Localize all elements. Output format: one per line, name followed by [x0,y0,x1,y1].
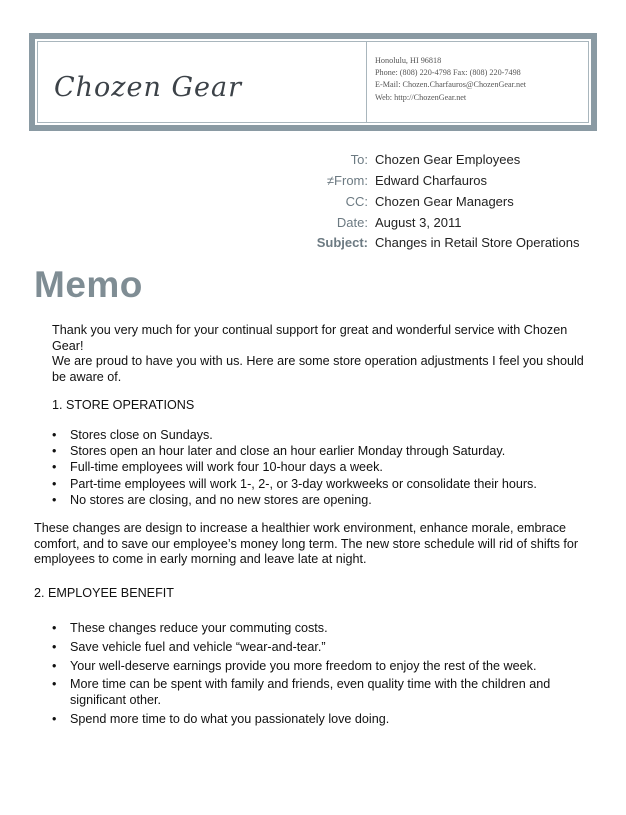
bullet-icon: • [52,460,57,475]
bullet-icon: • [52,476,57,491]
bullet-icon: • [52,677,57,692]
intro-line: Gear! [52,338,84,353]
to-value: Chozen Gear Employees [375,152,521,167]
list-item: • Stores close on Sundays. [52,428,213,442]
section1-title: 1. STORE OPERATIONS [52,398,195,412]
section2-title: 2. EMPLOYEE BENEFIT [34,586,174,600]
header-date-row [0,213,626,233]
company-logo-text: Chozen Gear [54,72,243,103]
paragraph-line: These changes are design to increase a healthier work environment, enhance morale, embrace [34,521,567,535]
contact-address: Honolulu, HI 96818 [375,56,442,65]
list-item: • More time can be spent with family and friends, even quality time with the children and [52,677,551,692]
header-subject-row [0,233,626,253]
header-cc-row [0,192,626,212]
list-item: • Part-time employees will work 1-, 2-, or 3-day workweeks or consolidate their hours. [52,476,537,491]
bullet-icon: • [52,711,57,726]
to-label: To: [350,152,368,167]
bullet-icon: • [52,428,57,442]
date-value: August 3, 2011 [375,215,462,230]
letterhead-divider [366,42,367,122]
bullet-icon: • [52,658,57,673]
contact-info [375,55,526,104]
section1-bullet-list [52,427,537,508]
list-item: • Spend more time to do what you passionately love doing. [52,711,390,726]
bullet-icon: • [52,639,57,654]
contact-email: E-Mail: Chozen.Charfauros@ChozenGear.net [375,80,527,90]
intro-paragraph [52,323,592,385]
intro-line: Thank you very much for your continual support for great and wonderful service with Chozen [52,323,568,337]
changes-paragraph [34,521,594,568]
intro-line: be aware of. [52,369,122,384]
list-item: • These changes reduce your commuting costs. [52,621,328,635]
paragraph-line: employees to come in early morning and leave late at night. [34,552,367,567]
subject-label: Subject: [316,235,368,250]
subject-value: Changes in Retail Store Operations [375,235,580,250]
list-item-continuation: significant other. [70,693,162,708]
contact-web: Web: http://ChozenGear.net [375,92,467,102]
paragraph-line: comfort, and to save our employee’s money long term. The new store schedule will rid of shifts for [34,536,579,551]
list-item: • No stores are closing, and no new stores are opening. [52,492,372,507]
contact-phone: Phone: (808) 220-4798 Fax: (808) 220-7498 [375,68,521,78]
list-item: • Full-time employees will work four 10-hour days a week. [52,460,383,475]
date-label: Date: [336,215,368,230]
list-item: • Save vehicle fuel and vehicle “wear-and-tear.” [52,639,326,654]
memo-title: Memo [34,264,143,305]
intro-line: We are proud to have you with us. Here are some store operation adjustments I feel you should [52,354,584,369]
header-from-row [0,171,626,191]
letterhead [29,33,597,131]
letterhead-inner-frame [37,41,589,123]
cc-label: CC: [345,194,368,209]
header-to-row [0,150,626,170]
bullet-icon: • [52,444,57,459]
bullet-icon: • [52,492,57,507]
bullet-icon: • [52,621,57,635]
list-item: • Your well-deserve earnings provide you more freedom to enjoy the rest of the week. [52,658,537,673]
cc-value: Chozen Gear Managers [375,194,514,209]
list-item: • Stores open an hour later and close an hour earlier Monday through Saturday. [52,444,506,459]
from-value: Edward Charfauros [375,173,487,188]
section2-bullet-list [52,621,550,728]
from-label: ≠From: [326,173,368,188]
